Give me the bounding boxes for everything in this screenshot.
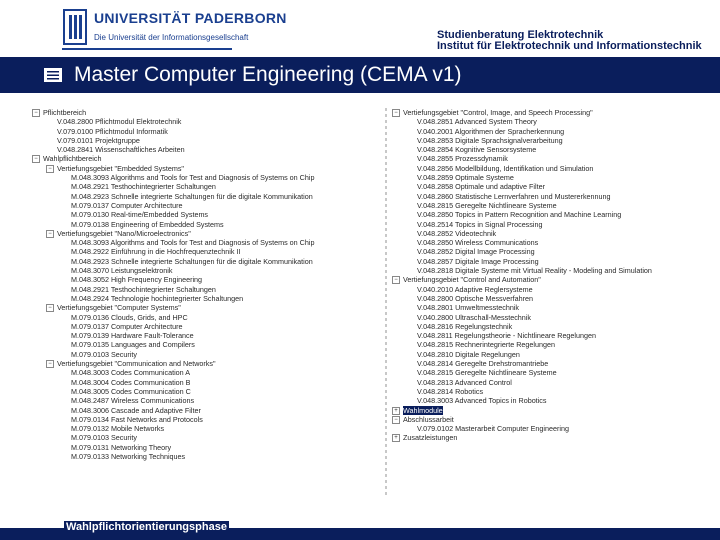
tree-item[interactable]	[392, 154, 718, 163]
tree-label: Zusatzleistungen	[403, 433, 458, 443]
tree-label: V.048.2853 Digitale Sprachsignalverarbeitung	[417, 135, 563, 145]
tree-label: Vertiefungsgebiet "Computer Systems"	[57, 303, 181, 313]
tree-label: V.048.2814 Geregelte Drehstromantriebe	[417, 359, 549, 369]
expand-icon[interactable]: +	[392, 407, 400, 415]
title-bar	[0, 57, 720, 93]
tree-item[interactable]	[32, 136, 377, 145]
tree-item[interactable]	[392, 303, 718, 312]
tree-label: V.048.2852 Videotechnik	[417, 228, 497, 238]
tree-group[interactable]	[32, 154, 377, 163]
tree-item[interactable]	[392, 294, 718, 303]
tree-item[interactable]	[32, 424, 377, 433]
tree-item[interactable]	[32, 201, 377, 210]
tree-label: M.079.0135 Languages and Compilers	[71, 340, 195, 350]
tree-label: M.048.3006 Cascade and Adaptive Filter	[71, 405, 201, 415]
tree-item[interactable]	[392, 368, 718, 377]
tree-label: M.079.0103 Security	[71, 349, 137, 359]
header	[0, 0, 720, 55]
collapse-icon[interactable]: −	[32, 109, 40, 117]
tree-label: V.048.2800 Pflichtmodul Elektrotechnik	[57, 117, 182, 127]
tree-item[interactable]	[32, 322, 377, 331]
collapse-icon[interactable]: −	[392, 416, 400, 424]
tree-label: V.048.2855 Prozessdynamik	[417, 154, 508, 164]
right-module-tree	[392, 108, 718, 443]
tree-label: Abschlussarbeit	[403, 414, 454, 424]
tree-label: V.048.2857 Digitale Image Processing	[417, 256, 539, 266]
collapse-icon[interactable]: −	[32, 155, 40, 163]
tree-label: M.048.3004 Codes Communication B	[71, 377, 191, 387]
university-logo[interactable]	[62, 6, 287, 52]
tree-item[interactable]	[392, 173, 718, 182]
tree-label: V.048.2810 Digitale Regelungen	[417, 349, 520, 359]
tree-item[interactable]	[32, 257, 377, 266]
tree-label: Vertiefungsgebiet "Control and Automation"	[403, 275, 541, 285]
tree-label: M.079.0130 Real-time/Embedded Systems	[71, 210, 209, 220]
tree-label: M.048.2924 Technologie hochintegrierter Schaltungen	[71, 293, 244, 303]
tree-label: V.048.2850 Topics in Pattern Recognition and Machine Learning	[417, 210, 622, 220]
tree-item[interactable]	[392, 192, 718, 201]
list-icon	[44, 68, 62, 82]
tree-item[interactable]	[32, 285, 377, 294]
tree-group[interactable]	[32, 164, 377, 173]
institute-line-1: Studienberatung Elektrotechnik	[437, 29, 604, 41]
tree-label: V.048.2514 Topics in Signal Processing	[417, 219, 543, 229]
tree-label: M.048.2921 Testhochintegrierter Schaltungen	[71, 182, 216, 192]
tree-label: V.048.2851 Advanced System Theory	[417, 117, 537, 127]
tree-group[interactable]	[392, 415, 718, 424]
tree-item[interactable]	[32, 220, 377, 229]
tree-group[interactable]	[392, 108, 718, 117]
tree-group[interactable]	[392, 406, 718, 415]
tree-label: M.079.0103 Security	[71, 433, 137, 443]
tree-item[interactable]	[32, 350, 377, 359]
tree-item[interactable]	[32, 368, 377, 377]
tree-label: M.048.2923 Schnelle integrierte Schaltungen für die digitale Kommunikation	[71, 256, 313, 266]
tree-label: M.048.2921 Testhochintegrierter Schaltungen	[71, 284, 216, 294]
tree-label: V.048.2850 Wireless Communications	[417, 238, 539, 248]
tree-item[interactable]	[32, 433, 377, 442]
tree-item[interactable]	[392, 136, 718, 145]
tree-label: V.048.2816 Regelungstechnik	[417, 321, 513, 331]
left-module-tree	[32, 108, 377, 461]
tree-item[interactable]	[392, 313, 718, 322]
tree-item[interactable]	[392, 378, 718, 387]
collapse-icon[interactable]: −	[46, 304, 54, 312]
logo-title: UNIVERSITÄT PADERBORN	[94, 10, 287, 26]
tree-item[interactable]	[392, 266, 718, 275]
tree-item[interactable]	[32, 340, 377, 349]
tree-item[interactable]	[32, 238, 377, 247]
tree-label: V.048.2856 Modellbildung, Identifikation und Simulation	[417, 163, 594, 173]
tree-item[interactable]	[32, 387, 377, 396]
tree-item[interactable]	[32, 210, 377, 219]
tree-item[interactable]	[32, 247, 377, 256]
tree-label: V.048.3003 Advanced Topics in Robotics	[417, 396, 547, 406]
tree-group[interactable]	[392, 433, 718, 442]
tree-label: M.048.3093 Algorithms and Tools for Test and Diagnosis of Systems on Chip	[71, 238, 315, 248]
tree-item[interactable]	[32, 145, 377, 154]
collapse-icon[interactable]: −	[46, 165, 54, 173]
tree-label: Wahlpflichtbereich	[43, 154, 102, 164]
page-title: Master Computer Engineering (CEMA v1)	[74, 63, 462, 86]
tree-item[interactable]	[32, 182, 377, 191]
tree-label: V.079.0102 Masterarbeit Computer Engineering	[417, 424, 569, 434]
tree-label: Vertiefungsgebiet "Communication and Networks"	[57, 359, 216, 369]
tree-label: V.048.2841 Wissenschaftliches Arbeiten	[57, 145, 185, 155]
tree-label: V.040.2800 Ultraschall-Messtechnik	[417, 312, 531, 322]
tree-label: V.048.2818 Digitale Systeme mit Virtual Reality - Modeling and Simulation	[417, 266, 652, 276]
tree-item[interactable]	[32, 266, 377, 275]
tree-label: M.048.2922 Einführung in die Hochfrequenztechnik II	[71, 247, 241, 257]
expand-icon[interactable]: +	[392, 434, 400, 442]
institute-line-2: Institut für Elektrotechnik und Informationstechnik	[437, 40, 702, 52]
collapse-icon[interactable]: −	[46, 230, 54, 238]
tree-label: V.079.0100 Pflichtmodul Informatik	[57, 126, 168, 136]
tree-item[interactable]	[32, 452, 377, 461]
tree-label: Wahlmodule	[403, 405, 443, 415]
tree-item[interactable]	[32, 192, 377, 201]
tree-item[interactable]	[32, 173, 377, 182]
logo-subtitle: Die Universität der Informationsgesellschaft	[94, 33, 249, 42]
tree-group[interactable]	[32, 359, 377, 368]
tree-label: M.079.0136 Clouds, Grids, and HPC	[71, 312, 188, 322]
tree-label: Vertiefungsgebiet "Embedded Systems"	[57, 163, 184, 173]
tree-item[interactable]	[392, 182, 718, 191]
tree-item[interactable]	[392, 117, 718, 126]
tree-item[interactable]	[32, 117, 377, 126]
tree-label: V.048.2814 Robotics	[417, 386, 484, 396]
tree-item[interactable]	[32, 406, 377, 415]
logo-underline	[62, 48, 232, 50]
collapse-icon[interactable]: −	[392, 109, 400, 117]
institute-label	[437, 30, 702, 52]
tree-label: M.079.0131 Networking Theory	[71, 442, 172, 452]
tree-label: M.079.0132 Mobile Networks	[71, 424, 165, 434]
tree-label: M.048.2487 Wireless Communications	[71, 396, 195, 406]
tree-item[interactable]	[32, 396, 377, 405]
tree-label: Vertiefungsgebiet "Control, Image, and Speech Processing"	[403, 108, 593, 117]
tree-item[interactable]	[392, 340, 718, 349]
tree-label: M.079.0137 Computer Architecture	[71, 200, 183, 210]
tree-item[interactable]	[392, 201, 718, 210]
tree-item[interactable]	[392, 164, 718, 173]
tree-group[interactable]	[32, 229, 377, 238]
collapse-icon[interactable]: −	[392, 276, 400, 284]
tree-item[interactable]	[32, 378, 377, 387]
tree-item[interactable]	[392, 331, 718, 340]
university-seal-icon	[62, 8, 90, 46]
tree-label: M.048.3070 Leistungselektronik	[71, 266, 173, 276]
tree-item[interactable]	[392, 322, 718, 331]
tree-label: M.079.0139 Hardware Fault-Tolerance	[71, 331, 194, 341]
tree-label: V.040.2010 Adaptive Reglersysteme	[417, 284, 533, 294]
tree-item[interactable]	[392, 285, 718, 294]
tree-item[interactable]	[392, 396, 718, 405]
tree-label: V.040.2001 Algorithmen der Spracherkennung	[417, 126, 565, 136]
footer-label: Wahlpflichtorientierungsphase	[66, 521, 227, 533]
tree-item[interactable]	[32, 415, 377, 424]
tree-label: V.048.2815 Rechnerintegrierte Regelungen	[417, 340, 555, 350]
tree-item[interactable]	[392, 238, 718, 247]
tree-label: Pflichtbereich	[43, 108, 87, 117]
tree-item[interactable]	[32, 275, 377, 284]
tree-label: V.048.2811 Regelungstheorie - Nichtlineare Regelungen	[417, 331, 597, 341]
tree-item[interactable]	[32, 331, 377, 340]
tree-label: M.079.0134 Fast Networks and Protocols	[71, 414, 203, 424]
tree-label: V.048.2815 Geregelte Nichtlineare Systeme	[417, 200, 557, 210]
tree-label: M.048.3093 Algorithms and Tools for Test and Diagnosis of Systems on Chip	[71, 173, 315, 183]
tree-group[interactable]	[392, 275, 718, 284]
tree-label: V.079.0101 Projektgruppe	[57, 135, 140, 145]
tree-group[interactable]	[32, 108, 377, 117]
tree-label: V.048.2860 Statistische Lernverfahren und Mustererkennung	[417, 191, 611, 201]
tree-label: Vertiefungsgebiet "Nano/Microelectronics"	[57, 228, 191, 238]
tree-label: M.079.0138 Engineering of Embedded Systems	[71, 219, 224, 229]
tree-label: M.079.0137 Computer Architecture	[71, 321, 183, 331]
collapse-icon[interactable]: −	[46, 360, 54, 368]
tree-item[interactable]	[392, 359, 718, 368]
tree-label: V.048.2800 Optische Messverfahren	[417, 293, 534, 303]
tree-item[interactable]	[392, 424, 718, 433]
tree-label: V.048.2858 Optimale und adaptive Filter	[417, 182, 545, 192]
tree-label: V.048.2801 Umweltmesstechnik	[417, 303, 520, 313]
tree-label: V.048.2859 Optimale Systeme	[417, 173, 514, 183]
tree-label: M.048.2923 Schnelle integrierte Schaltungen für die digitale Kommunikation	[71, 191, 313, 201]
tree-item[interactable]	[32, 313, 377, 322]
tree-item[interactable]	[392, 229, 718, 238]
tree-item[interactable]	[392, 210, 718, 219]
tree-label: V.048.2815 Geregelte Nichtlineare Systeme	[417, 368, 557, 378]
tree-group[interactable]	[32, 303, 377, 312]
tree-item[interactable]	[392, 127, 718, 136]
tree-label: M.048.3003 Codes Communication A	[71, 368, 191, 378]
tree-label: M.048.3005 Codes Communication C	[71, 386, 191, 396]
tree-item[interactable]	[392, 387, 718, 396]
tree-item[interactable]	[392, 220, 718, 229]
tree-item[interactable]	[32, 443, 377, 452]
tree-item[interactable]	[392, 257, 718, 266]
tree-label: V.048.2854 Kognitive Sensorsysteme	[417, 145, 537, 155]
tree-item[interactable]	[32, 127, 377, 136]
tree-label: V.048.2813 Advanced Control	[417, 377, 512, 387]
tree-label: M.079.0133 Networking Techniques	[71, 451, 186, 461]
tree-label: M.048.3052 High Frequency Engineering	[71, 275, 203, 285]
tree-item[interactable]	[392, 350, 718, 359]
tree-divider	[385, 108, 387, 498]
tree-item[interactable]	[32, 294, 377, 303]
tree-item[interactable]	[392, 145, 718, 154]
tree-item[interactable]	[392, 247, 718, 256]
tree-label: V.048.2852 Digital Image Processing	[417, 247, 535, 257]
